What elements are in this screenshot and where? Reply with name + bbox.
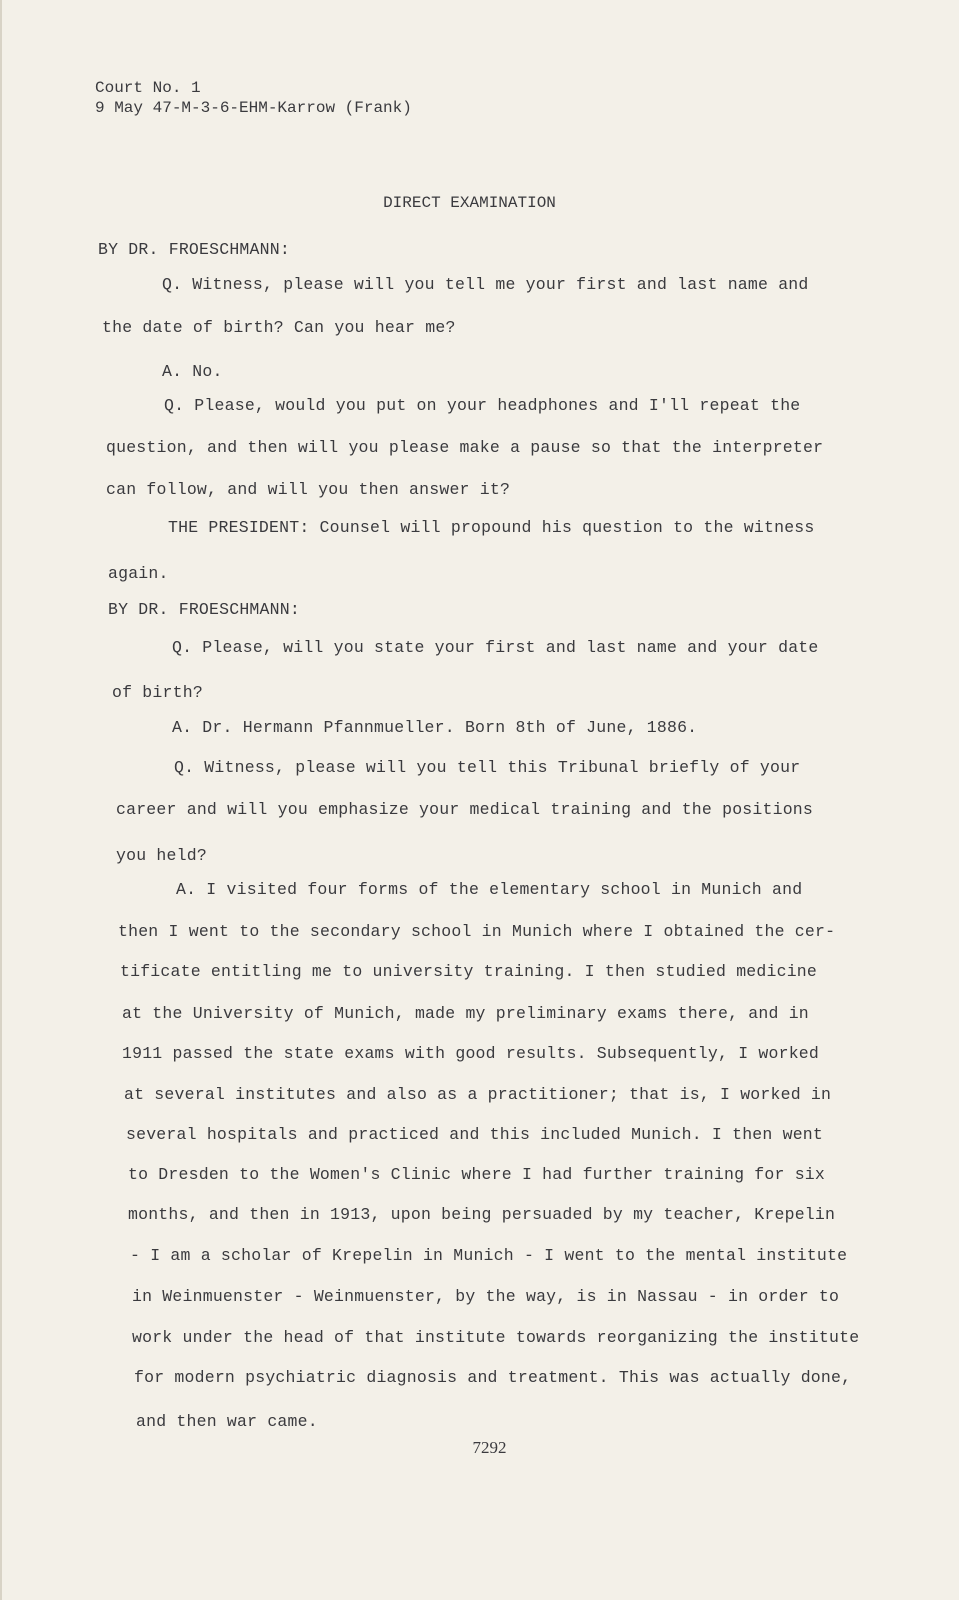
transcript-line: can follow, and will you then answer it? xyxy=(106,480,511,499)
transcript-line: A. I visited four forms of the elementary school in Munich and xyxy=(176,880,803,899)
court-number: Court No. 1 xyxy=(95,79,201,97)
examiner-heading: BY DR. FROESCHMANN: xyxy=(108,600,300,619)
transcript-line: 1911 passed the state exams with good results. Subsequently, I worked xyxy=(122,1044,820,1063)
transcript-line: question, and then will you please make a pause so that the interpreter xyxy=(106,438,824,457)
transcript-line: to Dresden to the Women's Clinic where I had further training for six xyxy=(128,1165,826,1184)
transcript-line: again. xyxy=(108,564,169,583)
page-number: 7292 xyxy=(472,1438,507,1457)
transcript-line: Q. Please, would you put on your headphones and I'll repeat the xyxy=(164,396,801,415)
section-title: DIRECT EXAMINATION xyxy=(383,194,556,212)
transcript-line: and then war came. xyxy=(136,1412,318,1431)
transcript-line: Q. Please, will you state your first and last name and your date xyxy=(172,638,819,657)
transcript-line: A. No. xyxy=(162,362,223,381)
transcript-line: THE PRESIDENT: Counsel will propound his question to the witness xyxy=(168,518,815,537)
transcript-line: you held? xyxy=(116,846,207,865)
transcript-line: in Weinmuenster - Weinmuenster, by the way, is in Nassau - in order to xyxy=(132,1287,840,1306)
transcript-line: several hospitals and practiced and this included Munich. I then went xyxy=(126,1125,824,1144)
session-reference: 9 May 47-M-3-6-EHM-Karrow (Frank) xyxy=(95,99,412,117)
transcript-line: Q. Witness, please will you tell this Tribunal briefly of your xyxy=(174,758,801,777)
transcript-line: work under the head of that institute towards reorganizing the institute xyxy=(132,1328,860,1347)
transcript-line: career and will you emphasize your medical training and the positions xyxy=(116,800,814,819)
transcript-line: tificate entitling me to university training. I then studied medicine xyxy=(120,962,818,981)
transcript-line: for modern psychiatric diagnosis and treatment. This was actually done, xyxy=(134,1368,852,1387)
transcript-line: months, and then in 1913, upon being persuaded by my teacher, Krepelin xyxy=(128,1205,836,1224)
transcript-line: - I am a scholar of Krepelin in Munich - I went to the mental institute xyxy=(130,1246,848,1265)
transcript-line: then I went to the secondary school in Munich where I obtained the cer- xyxy=(118,922,836,941)
transcript-line: the date of birth? Can you hear me? xyxy=(102,318,456,337)
examiner-heading: BY DR. FROESCHMANN: xyxy=(98,240,290,259)
transcript-line: A. Dr. Hermann Pfannmueller. Born 8th of June, 1886. xyxy=(172,718,698,737)
transcript-line: at several institutes and also as a practitioner; that is, I worked in xyxy=(124,1085,832,1104)
transcript-line: at the University of Munich, made my preliminary exams there, and in xyxy=(122,1004,809,1023)
transcript-line: Q. Witness, please will you tell me your first and last name and xyxy=(162,275,809,294)
transcript-line: of birth? xyxy=(112,683,203,702)
